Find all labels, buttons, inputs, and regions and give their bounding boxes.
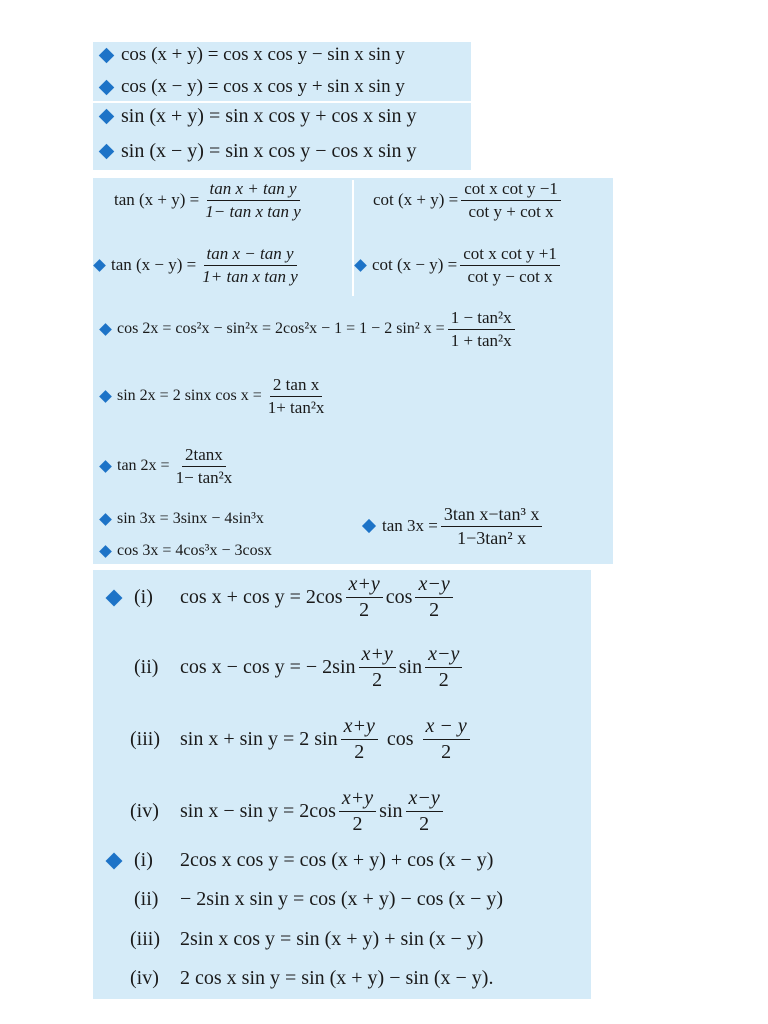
diamond-bullet-icon	[99, 323, 112, 336]
diamond-bullet-icon	[99, 79, 115, 95]
formula-text: sin (x − y) = sin x cos y − cos x sin y	[121, 140, 417, 162]
product-to-sum-iv	[130, 967, 493, 990]
formula-cos-2x	[101, 309, 518, 350]
denominator: 2	[352, 813, 363, 835]
diamond-bullet-icon	[99, 545, 112, 558]
item-number: (iii)	[130, 728, 160, 750]
formula-mid: sin	[398, 656, 423, 678]
denominator: cot y − cot x	[467, 266, 553, 286]
formula-text: cos (x − y) = cos x cos y + sin x sin y	[121, 76, 405, 97]
diamond-bullet-icon	[354, 259, 367, 272]
formula-lhs: sin 2x = 2 sinx cos x =	[117, 387, 262, 405]
formula-lhs: tan (x − y) =	[111, 255, 197, 275]
formula-cos-sum	[101, 44, 405, 66]
formula-lhs: cot (x − y) =	[372, 255, 458, 275]
panel-divider	[352, 180, 354, 296]
formula-sin-diff	[101, 140, 417, 163]
diamond-bullet-icon	[99, 513, 112, 526]
item-number: (i)	[134, 849, 153, 871]
fraction	[341, 716, 378, 763]
formula-tan-diff	[95, 245, 304, 286]
panel-divider	[93, 101, 471, 103]
formula-text: cos (x + y) = cos x cos y − sin x sin y	[121, 44, 405, 65]
denominator: 2	[429, 599, 440, 621]
denominator: 2	[359, 599, 370, 621]
item-number: (iv)	[130, 967, 159, 989]
formula-cos-3x	[101, 542, 272, 560]
formula-lhs: cos 2x = cos²x − sin²x = 2cos²x − 1 = 1 − 2 sin² x =	[117, 320, 445, 338]
fraction	[415, 574, 452, 621]
formula-lhs: sin x + sin y = 2 sin	[180, 728, 338, 750]
formula-text: cos 3x = 4cos³x − 3cosx	[117, 542, 272, 559]
sum-to-product-iv	[130, 788, 446, 835]
item-number: (iv)	[130, 800, 159, 822]
formula-sin-2x	[101, 376, 330, 417]
numerator: cot x cot y −1	[461, 180, 561, 201]
denominator: 2	[372, 669, 383, 691]
denominator: 1+ tan²x	[267, 397, 325, 417]
formula-tan-3x	[364, 505, 545, 548]
formula-cos-diff	[101, 76, 405, 98]
numerator: tan x + tan y	[207, 180, 300, 201]
denominator: 1− tan x tan y	[205, 201, 301, 221]
diamond-bullet-icon	[99, 390, 112, 403]
fraction	[461, 180, 561, 221]
fraction	[359, 644, 396, 691]
product-to-sum-iii	[130, 928, 483, 951]
fraction	[460, 245, 560, 286]
denominator: 1+ tan x tan y	[202, 266, 298, 286]
formula-lhs: tan 2x =	[117, 457, 170, 475]
formula-lhs: cos x + cos y = 2cos	[180, 586, 343, 608]
formula-text: − 2sin x sin y = cos (x + y) − cos (x − y)	[180, 888, 504, 910]
diamond-bullet-icon	[99, 144, 115, 160]
fraction	[173, 446, 236, 487]
fraction	[339, 788, 376, 835]
formula-lhs: cot (x + y) =	[373, 190, 459, 210]
denominator: 2	[354, 741, 365, 763]
formula-text: 2 cos x sin y = sin (x + y) − sin (x − y).	[180, 967, 494, 989]
denominator: 2	[438, 669, 449, 691]
formula-text: sin (x + y) = sin x cos y + cos x sin y	[121, 105, 417, 127]
item-number: (iii)	[130, 928, 160, 950]
numerator: 2 tan x	[270, 376, 322, 397]
fraction	[199, 245, 301, 286]
diamond-bullet-icon	[362, 519, 376, 533]
formula-mid: cos	[386, 728, 414, 750]
sum-to-product-iii	[130, 716, 473, 763]
formula-lhs: tan (x + y) =	[114, 190, 200, 210]
item-number: (i)	[134, 586, 153, 608]
diamond-bullet-icon	[99, 460, 112, 473]
fraction	[346, 574, 383, 621]
numerator: x−y	[406, 788, 443, 812]
fraction	[406, 788, 443, 835]
denominator: 2	[441, 741, 452, 763]
fraction	[423, 716, 470, 763]
diamond-bullet-icon	[93, 259, 106, 272]
item-number: (ii)	[134, 656, 159, 678]
fraction	[441, 505, 543, 548]
numerator: x−y	[425, 644, 462, 668]
fraction	[425, 644, 462, 691]
formula-tan-sum	[114, 180, 307, 221]
formula-tan-2x	[101, 446, 238, 487]
fraction	[265, 376, 328, 417]
formula-mid: cos	[385, 586, 413, 608]
numerator: x − y	[423, 716, 470, 740]
numerator: x−y	[415, 574, 452, 598]
formula-cot-sum	[373, 180, 564, 221]
formula-cot-diff	[356, 245, 563, 286]
formula-text: 2sin x cos y = sin (x + y) + sin (x − y)	[180, 928, 484, 950]
formula-lhs: tan 3x =	[382, 516, 438, 536]
numerator: x+y	[339, 788, 376, 812]
fraction	[202, 180, 304, 221]
formula-mid: sin	[379, 800, 403, 822]
formula-text: sin 3x = 3sinx − 4sin³x	[117, 510, 264, 527]
formula-lhs: cos x − cos y = − 2sin	[180, 656, 356, 678]
denominator: cot y + cot x	[468, 201, 554, 221]
numerator: cot x cot y +1	[460, 245, 560, 266]
sum-to-product-i	[108, 574, 456, 621]
denominator: 1− tan²x	[175, 467, 233, 487]
diamond-bullet-icon	[106, 589, 123, 606]
formula-sin-3x	[101, 510, 264, 528]
denominator: 1 + tan²x	[450, 330, 512, 350]
numerator: x+y	[359, 644, 396, 668]
diamond-bullet-icon	[99, 109, 115, 125]
diamond-bullet-icon	[106, 852, 123, 869]
fraction	[448, 309, 515, 350]
formula-lhs: sin x − sin y = 2cos	[180, 800, 336, 822]
formula-text: 2cos x cos y = cos (x + y) + cos (x − y)	[180, 849, 494, 871]
numerator: 2tanx	[182, 446, 226, 467]
numerator: x+y	[341, 716, 378, 740]
product-to-sum-ii	[134, 888, 503, 911]
denominator: 1−3tan² x	[457, 527, 527, 548]
numerator: 3tan x−tan³ x	[441, 505, 543, 527]
formula-sin-sum	[101, 105, 417, 128]
denominator: 2	[419, 813, 430, 835]
sum-to-product-ii	[134, 644, 465, 691]
item-number: (ii)	[134, 888, 159, 910]
diamond-bullet-icon	[99, 47, 115, 63]
product-to-sum-i	[108, 849, 493, 872]
numerator: 1 − tan²x	[448, 309, 515, 330]
numerator: x+y	[346, 574, 383, 598]
numerator: tan x − tan y	[204, 245, 297, 266]
